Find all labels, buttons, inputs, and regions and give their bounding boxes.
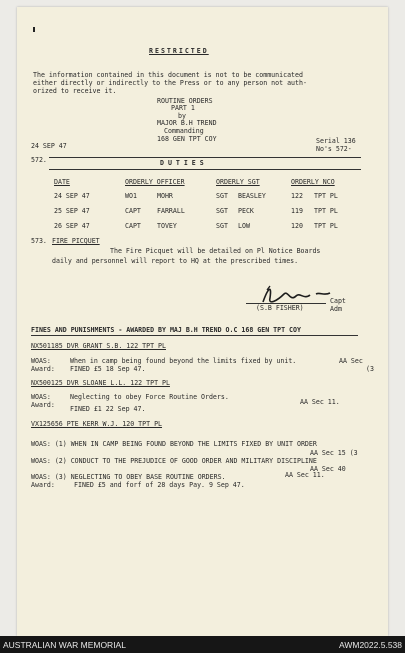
- case-1-heading: NX501185 DVR GRANT S.B. 122 TPT PL: [31, 342, 166, 350]
- officer-name: FARRALL: [157, 207, 185, 215]
- order-573-title: FIRE PICQUET: [52, 237, 100, 245]
- case-3-line-1: WOAS: (1) WHEN IN CAMP BEING FOUND BEYOND THE LIMITS FIXED BY UNIT ORDER: [31, 440, 317, 448]
- duty-date: 24 SEP 47: [54, 192, 90, 200]
- case-1-award-label: Award:: [31, 365, 55, 373]
- notice-line-3: orized to receive it.: [33, 87, 117, 95]
- fines-title-rule: [31, 335, 358, 336]
- case-3-line-2-ref: AA Sec 40: [310, 465, 346, 473]
- case-3-award-text: FINED £5 and forf of 28 days Pay. 9 Sep 47.: [74, 481, 245, 489]
- sgt-rank: SGT: [216, 192, 228, 200]
- signatory-name: (S.B FISHER): [256, 304, 304, 312]
- signatory-rank: Capt: [330, 297, 346, 305]
- header-line-6: 168 GEN TPT COY: [157, 135, 217, 143]
- ink-mark: [33, 27, 35, 32]
- duties-title: D U T I E S: [160, 159, 204, 167]
- notice-line-2: either directly or indirectly to the Press or to any person not auth-: [33, 79, 307, 87]
- signatory-role: Adm: [330, 305, 342, 313]
- case-3-line-1-ref: AA Sec 15 (3: [310, 449, 358, 457]
- sgt-rank: SGT: [216, 222, 228, 230]
- duties-rule-bottom: [49, 169, 361, 170]
- sgt-name: LOW: [238, 222, 250, 230]
- order-573-text-1: The Fire Picquet will be detailed on Pl Notice Boards: [110, 247, 321, 255]
- case-2-heading: NX500125 DVR SLOANE L.L. 122 TPT PL: [31, 379, 170, 387]
- officer-rank: CAPT: [125, 207, 141, 215]
- officer-name: TOVEY: [157, 222, 177, 230]
- classification-heading: RESTRICTED: [149, 47, 209, 55]
- header-line-3: by: [178, 112, 186, 120]
- fines-title: FINES AND PUNISHMENTS - AWARDED BY MAJ B.H TREND O.C 168 GEN TPT COY: [31, 326, 301, 334]
- order-numbers: No's 572-: [316, 145, 352, 153]
- case-1-margin-mark: (3: [366, 365, 374, 373]
- duties-col-sgt: ORDERLY SGT: [216, 178, 260, 186]
- serial-number: Serial 136: [316, 137, 356, 145]
- officer-rank: WO1: [125, 192, 137, 200]
- header-line-4: MAJOR B.H TREND: [157, 119, 217, 127]
- sgt-name: BEASLEY: [238, 192, 266, 200]
- duties-col-date: DATE: [54, 178, 70, 186]
- accession-number: AWM2022.5.538: [339, 640, 402, 650]
- duties-col-nco: ORDERLY NCO: [291, 178, 335, 186]
- case-1-woas-label: WOAS:: [31, 357, 51, 365]
- nco-unit: TPT PL: [314, 222, 338, 230]
- nco-number: 120: [291, 222, 303, 230]
- order-572-number: 572.: [31, 156, 47, 164]
- case-2-award-text: FINED £1 22 Sep 47.: [70, 405, 146, 413]
- case-3-heading: VX125656 PTE KERR W.J. 120 TPT PL: [31, 420, 163, 428]
- order-573-text-2: daily and personnel will report to HQ at the prescribed times.: [52, 257, 299, 265]
- officer-name: MOHR: [157, 192, 173, 200]
- order-573-number: 573.: [31, 237, 47, 245]
- nco-number: 122: [291, 192, 303, 200]
- case-3-line-3-ref: AA Sec 11.: [285, 471, 325, 479]
- notice-line-1: The information contained in this document is not to be communicated: [33, 71, 303, 79]
- duty-date: 25 SEP 47: [54, 207, 90, 215]
- case-1-woas-text: When in camp being found beyond the limits fixed by unit.: [70, 357, 297, 365]
- duties-col-officer: ORDERLY OFFICER: [125, 178, 185, 186]
- nco-number: 119: [291, 207, 303, 215]
- case-3-award-label: Award:: [31, 481, 55, 489]
- case-2-woas-ref: AA Sec 11.: [300, 398, 340, 406]
- footer-bar: [0, 636, 405, 653]
- nco-unit: TPT PL: [314, 207, 338, 215]
- case-1-woas-ref: AA Sec: [339, 357, 363, 365]
- header-line-2: PART 1: [171, 104, 195, 112]
- case-2-woas-label: WOAS:: [31, 393, 51, 401]
- institution-label: AUSTRALIAN WAR MEMORIAL: [3, 640, 126, 650]
- case-3-line-3: WOAS: (3) NEGLECTING TO OBEY BASE ROUTINE ORDERS.: [31, 473, 226, 481]
- duties-rule-top: [49, 157, 361, 158]
- officer-rank: CAPT: [125, 222, 141, 230]
- duty-date: 26 SEP 47: [54, 222, 90, 230]
- case-2-award-label: Award:: [31, 401, 55, 409]
- case-3-line-2: WOAS: (2) CONDUCT TO THE PREJUDICE OF GOOD ORDER AND MILITARY DISCIPLINE: [31, 457, 317, 465]
- case-1-award-text: FINED £5 18 Sep 47.: [70, 365, 146, 373]
- order-date: 24 SEP 47: [31, 142, 67, 150]
- case-2-woas-text: Neglecting to obey Force Routine Orders.: [70, 393, 229, 401]
- header-line-1: ROUTINE ORDERS: [157, 97, 213, 105]
- header-line-5: Commanding: [164, 127, 204, 135]
- sgt-rank: SGT: [216, 207, 228, 215]
- nco-unit: TPT PL: [314, 192, 338, 200]
- sgt-name: PECK: [238, 207, 254, 215]
